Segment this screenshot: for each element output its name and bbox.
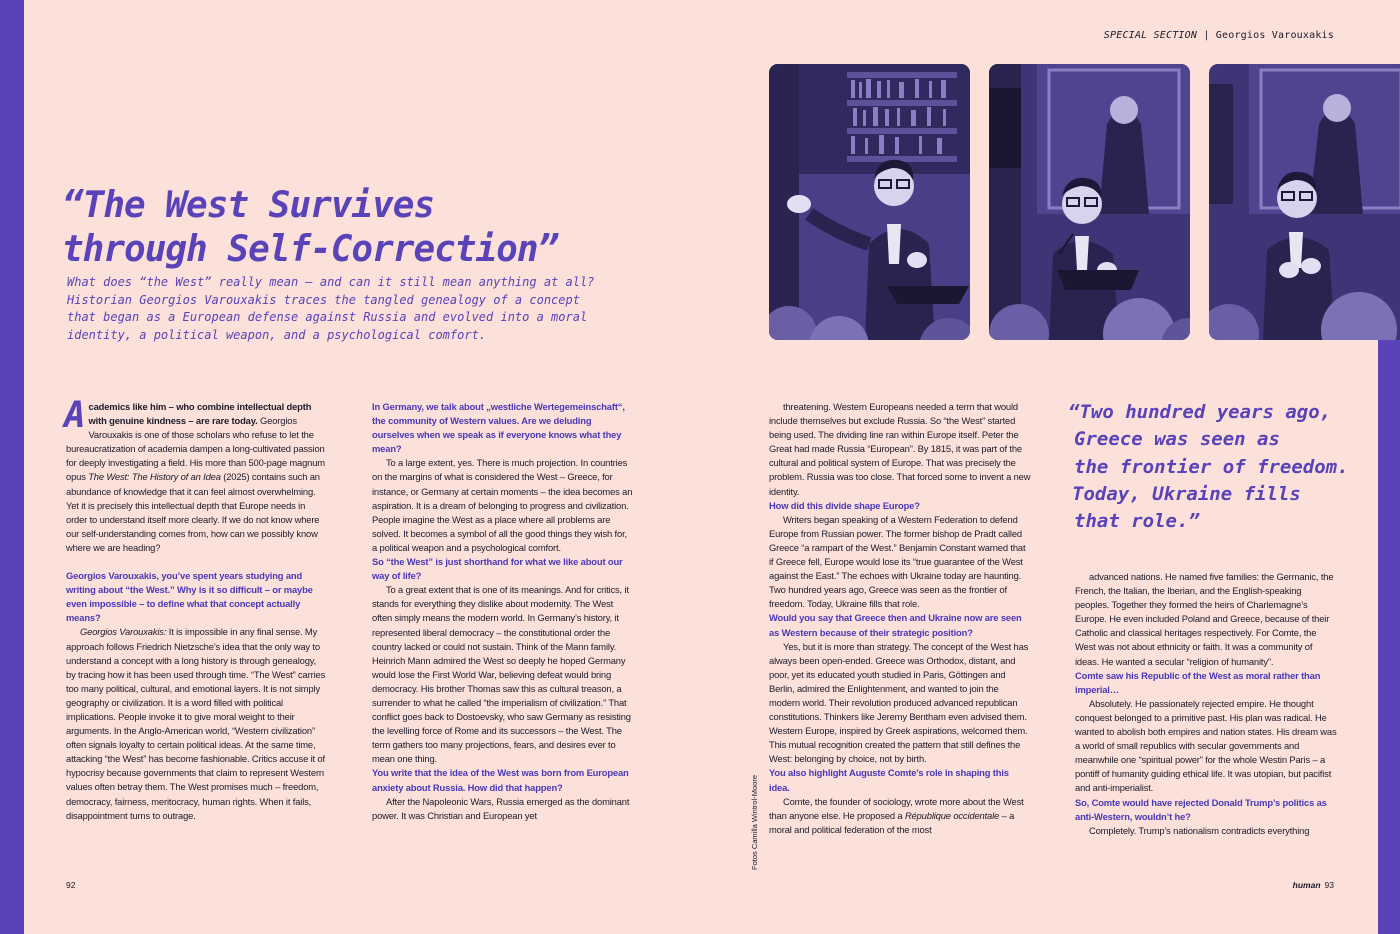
speaker-photo-1	[769, 64, 970, 340]
intro-bold: cademics like him – who combine intellectual depth with genuine kindness – are rare today.	[88, 401, 312, 427]
interview-question: Georgios Varouxakis, you’ve spent years studying and writing about “the West.” Why is it so difficult – or maybe even impossible – to define what that concept actually means?	[66, 570, 313, 624]
photo-credit: Fotos Camilla Wintrol-Moore	[750, 774, 759, 870]
interview-question: You write that the idea of the West was born from European anxiety about Russia. How did that happen?	[372, 767, 629, 793]
book-title: The West: The History of an Idea	[88, 471, 221, 483]
interview-answer: Yes, but it is more than strategy. The concept of the West has always been open-ended. Greece was Orthodox, distant, and poor, yet its educated youth studied in Paris, Göttingen and Berlin, admired the Enlightenment, and wanted to join the modern world. Their revolution produced advanced republican constitutions. Thinkers like Jeremy Bentham even advised them. Western Europe, inspired by Greek aspirations, welcomed them. This mutual recognition created the pattern that still defines the West: belonging by choice, not by birth.	[769, 640, 1029, 765]
pull-quote-line: that role.”	[1074, 510, 1200, 533]
text-column-1	[64, 395, 328, 823]
page-number-right: 93	[1324, 880, 1334, 890]
lede-line: What does “the West” really mean — and can it still mean anything at all?	[67, 275, 595, 289]
interview-answer: Completely. Trump’s nationalism contradicts everything	[1089, 824, 1310, 836]
drop-cap: A	[64, 395, 86, 436]
answer-speaker: Georgios Varouxakis:	[80, 626, 167, 638]
article-lede	[67, 274, 627, 344]
interview-answer: To a great extent that is one of its meanings. And for critics, it stands for everything they dislike about modernity. The West often simply means the modern world. In Germany’s history, it represented liberal democracy – the constitutional order the country lacked or could not sustain. Think of the Mann family. Heinrich Mann admired the West so deeply he hoped Germany would lose the First World War, believing defeat would bring democracy. His brother Thomas saw this as cultural treason, a surrender to what he called “the imperialism of civilization.” That conflict goes back to Dostoevsky, who saw Germany as resisting the levelling force of Rome and its successors – the West. The term gathers too many projections, fears, and desires ever to mean one thing.	[372, 584, 631, 765]
pull-quote-line: Greece was seen as	[1074, 428, 1280, 451]
left-accent-bar	[0, 0, 24, 934]
interview-question: You also highlight Auguste Comte’s role in shaping this idea.	[769, 767, 1009, 793]
pull-quote-line: Today, Ukraine fills	[1072, 482, 1301, 505]
text-column-2	[372, 400, 634, 823]
interview-question: So “the West” is just shorthand for what we like about our way of life?	[372, 556, 623, 582]
interview-question: So, Comte would have rejected Donald Trump’s politics as anti-Western, wouldn’t he?	[1075, 796, 1327, 822]
answer-text: – a moral and political federation of the most	[769, 809, 1015, 835]
intro-text: (2025) contains such an abundance of knowledge that it can feel almost overwhelming. Yet it is precisely this intellectual depth that Europe needs in order to understand itself more clearly. If we do not know where our self-understanding comes from, how can we possibly know where we are heading?	[66, 471, 320, 553]
intro-paragraph	[64, 395, 328, 555]
answer-text: It is impossible in any final sense. My approach follows Friedrich Nietzsche’s idea that the only way to understand a concept with a long history is through genealogy, by tracing how it has been used through time. “The West” carries too many political, cultural, and emotional layers. It is not simply geography or civilization. It is a word filled with political implications. People invoke it to give moral weight to their arguments. In the Anglo-American world, “Western civilization” often signals loyalty to certain political ideas. At the same time, attacking “the West” has become fashionable. Critics accuse it of hypocrisy because governments that claim to represent Western values often betray them. The West promises much – freedom, democracy, fairness, meritocracy, human rights. When it fails, disappointment turns to outrage.	[66, 626, 326, 821]
interview-question: In Germany, we talk about „westliche Wertegemeinschaft“, the community of Western values. Are we deluding ourselves when we speak as if everyone knows what they mean?	[372, 401, 625, 455]
text-column-3	[769, 400, 1031, 837]
lede-line: identity, a political weapon, and a psychological comfort.	[67, 327, 487, 342]
answer-continuation: threatening. Western Europeans needed a term that would include themselves but exclude Russia. So “the West” started being used. The dividing line ran within Europe itself. Peter the Great had made Russia “European”. By 1815, it was part of the cultural and political system of Europe. That was precisely the problem. Russia was too close. That forced some to invent a new identity.	[769, 401, 1031, 497]
header-separator: |	[1203, 30, 1210, 41]
title-line-2: through Self-Correction”	[62, 229, 559, 270]
pull-quote-line: the frontier of freedom.	[1074, 455, 1349, 478]
interview-answer: Writers began speaking of a Western Federation to defend Europe from Russian power. The former bishop de Pradt called Greece “a rampart of the West.” Benjamin Constant warned that if Greece fell, Europe would lose its “true guarantee of the West against the East.” The echoes with Ukraine today are haunting. Two hundred years ago, Greece was seen as the frontier of freedom. Today, Ukraine fills that role.	[769, 513, 1026, 610]
article-title	[62, 184, 558, 272]
text-column-4	[1075, 570, 1337, 838]
interview-question: Would you say that Greece then and Ukraine now are seen as Western because of their strategic position?	[769, 612, 1022, 638]
page-number-left: 92	[66, 880, 76, 890]
magazine-name: human	[1292, 880, 1321, 890]
interview-question: How did this divide shape Europe?	[769, 499, 920, 511]
speaker-photo-3	[1209, 64, 1400, 340]
header-author: Georgios Varouxakis	[1215, 30, 1334, 41]
answer-continuation: advanced nations. He named five families: the Germanic, the French, the Italian, the Iberian, and the English-speaking peoples. Together they formed the heirs of Charlemagne’s Europe. He even included Poland and Greece, because of their Catholic and classical heritages respectively. For Comte, the West was not about ethnicity or faith. It was a community of ideas. He wanted a secular “religion of humanity”.	[1075, 571, 1334, 667]
running-header	[1104, 30, 1334, 41]
lede-line: Historian Georgios Varouxakis traces the tangled genealogy of a concept	[67, 292, 580, 307]
interview-question: Comte saw his Republic of the West as moral rather than imperial…	[1075, 669, 1321, 695]
pull-quote-line: “Two hundred years ago,	[1068, 401, 1332, 423]
pull-quote	[1068, 399, 1349, 535]
answer-italic: République occidentale	[904, 809, 1000, 821]
section-label: SPECIAL SECTION	[1103, 30, 1198, 41]
interview-answer	[66, 625, 328, 822]
answer-text: Comte, the founder of sociology, wrote more about the West than anyone else. He proposed a	[769, 795, 1024, 821]
title-line-1: “The West Survives	[62, 185, 435, 226]
interview-answer: To a large extent, yes. There is much projection. In countries on the margins of what is considered the West – Greece, for instance, or Germany at certain moments – the idea becomes an aspiration. It is a dream of belonging to progress and civilization. People imagine the West as a place where all problems are solved. It becomes a symbol of all the good things they wish for, a political weapon and a psychological comfort.	[372, 457, 633, 553]
intro-text: Georgios Varouxakis is one of those scholars who refuse to let the bureaucratization of academia dampen a long-cultivated passion for deeply investigating a field. His more than 500-page magnum opus	[66, 415, 325, 483]
page-footer-right	[1293, 880, 1334, 890]
speaker-photo-2	[989, 64, 1190, 340]
interview-answer: After the Napoleonic Wars, Russia emerged as the dominant power. It was Christian and European yet	[372, 795, 630, 821]
interview-answer: Absolutely. He passionately rejected empire. He thought conquest belonged to a primitive past. His plan was radical. He wanted to abolish both empires and nation states. His dream was a world of small republics with secular governments and meanwhile one “spiritual power” for the whole Westin Paris – a pontiff of humanity guiding ethical life. It was utopian, but pacifist and anti-imperialist.	[1075, 697, 1337, 794]
interview-answer	[769, 795, 1031, 837]
lede-line: that began as a European defense against Russia and evolved into a moral	[67, 310, 588, 324]
